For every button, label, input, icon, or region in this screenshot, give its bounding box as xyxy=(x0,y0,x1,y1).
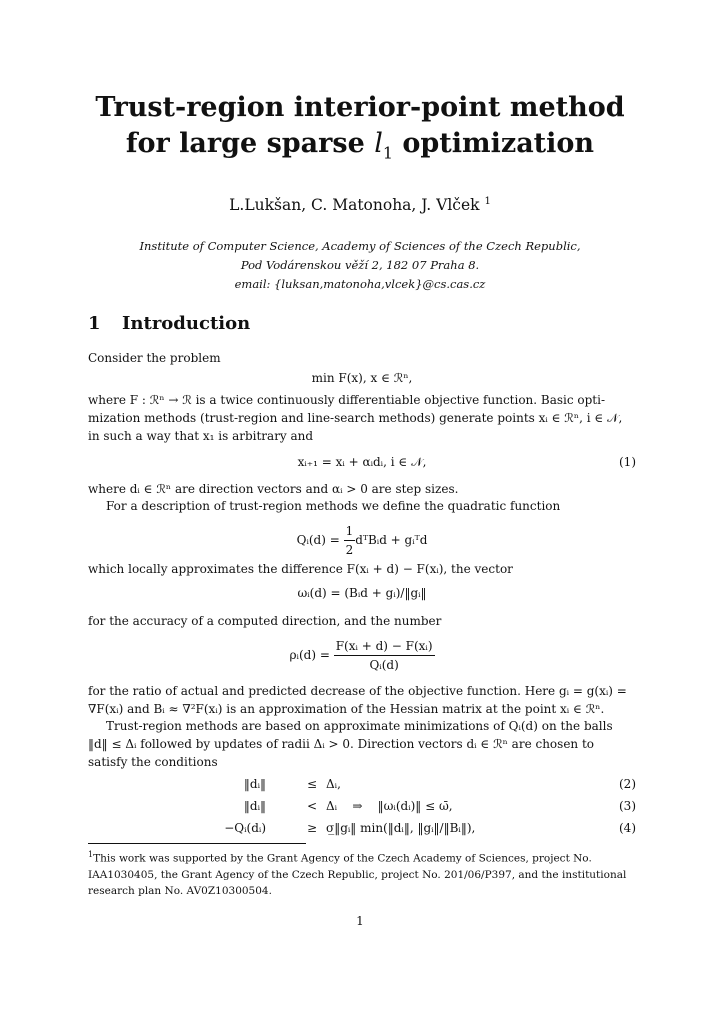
authors-names: L.Lukšan, C. Matonoha, J. Vlček xyxy=(229,196,480,215)
title-line-2-suffix: optimization xyxy=(393,128,595,159)
paragraph-8-line-2: ‖d‖ ≤ Δᵢ followed by updates of radii Δᵢ > 0. Direction vectors dᵢ ∈ ℛⁿ are chosen to xyxy=(88,737,595,751)
title-l1-var: l xyxy=(374,128,383,159)
paragraph-7 xyxy=(88,682,636,718)
paragraph-6: for the accuracy of a computed direction, and the number xyxy=(88,614,442,628)
condition-2-lhs: ‖dᵢ‖ xyxy=(243,777,266,791)
authors-footnote-mark: 1 xyxy=(484,196,491,207)
footnote-text: This work was supported by the Grant Agency of the Czech Academy of Sciences, project No. IAA1030405, the Grant Agency of the Czech Republic, project No. 201/06/P397, and the institutional research plan No. AV0Z10300504. xyxy=(88,852,627,897)
paper-title xyxy=(40,90,680,171)
affiliation xyxy=(40,237,680,294)
condition-4-rhs: σ̲‖gᵢ‖ min(‖dᵢ‖, ‖gᵢ‖/‖Bᵢ‖), xyxy=(326,821,476,835)
rho-fraction-num: F(xᵢ + d) − F(xᵢ) xyxy=(334,637,435,656)
paragraph-3: where dᵢ ∈ ℛⁿ are direction vectors and αᵢ > 0 are step sizes. xyxy=(88,482,459,496)
equation-omega: ωᵢ(d) = (Bᵢd + gᵢ)/‖gᵢ‖ xyxy=(297,586,427,600)
paragraph-7-line-2: ∇F(xᵢ) and Bᵢ ≈ ∇²F(xᵢ) is an approximation of the Hessian matrix at the point xᵢ ∈ ℛⁿ. xyxy=(88,702,605,716)
rho-lhs: ρᵢ(d) = xyxy=(289,648,334,662)
condition-3-lhs: ‖dᵢ‖ xyxy=(243,799,266,813)
equation-1-number: (1) xyxy=(619,455,636,469)
paragraph-2 xyxy=(88,391,636,445)
paragraph-2-line-3: in such a way that x₁ is arbitrary and xyxy=(88,429,314,443)
paragraph-8-line-1: Trust-region methods are based on approximate minimizations of Qᵢ(d) on the balls xyxy=(106,719,613,733)
equation-quadratic xyxy=(88,522,636,559)
paragraph-7-line-1: for the ratio of actual and predicted decrease of the objective function. Here gᵢ = g(xᵢ) = xyxy=(88,684,627,698)
footnote-mark: 1 xyxy=(88,850,94,859)
quadratic-fraction-den: 2 xyxy=(345,543,354,557)
section-heading xyxy=(88,313,250,334)
condition-4-rel: ≥ xyxy=(306,821,318,835)
condition-3-rel: < xyxy=(306,799,318,813)
title-line-2 xyxy=(40,126,680,171)
condition-3-number: (3) xyxy=(619,799,636,813)
rho-fraction-den: Qᵢ(d) xyxy=(369,658,399,672)
equation-1-body: xᵢ₊₁ = xᵢ + αᵢdᵢ, i ∈ 𝒩, xyxy=(297,455,427,469)
footnote-rule xyxy=(88,843,306,844)
condition-4-lhs: −Qᵢ(dᵢ) xyxy=(224,821,266,835)
condition-2-number: (2) xyxy=(619,777,636,791)
paragraph-1: Consider the problem xyxy=(88,351,221,365)
title-l1-sub: 1 xyxy=(382,143,394,163)
condition-2 xyxy=(88,777,636,797)
condition-4 xyxy=(88,821,636,841)
title-line-2-prefix: for large sparse xyxy=(125,128,375,159)
page-number: 1 xyxy=(356,914,364,928)
title-line-1: Trust-region interior-point method xyxy=(95,92,625,123)
condition-2-rel: ≤ xyxy=(306,777,318,791)
paragraph-4: For a description of trust-region methods we define the quadratic function xyxy=(106,499,561,513)
authors xyxy=(40,196,680,214)
quadratic-fraction-num: 1 xyxy=(344,522,356,541)
rho-fraction xyxy=(334,637,435,674)
section-number: 1 xyxy=(88,313,101,334)
quadratic-fraction xyxy=(344,522,356,559)
quadratic-lhs: Qᵢ(d) = xyxy=(296,533,344,547)
condition-4-number: (4) xyxy=(619,821,636,835)
paragraph-8-line-3: satisfy the conditions xyxy=(88,755,218,769)
affiliation-line-2: Pod Vodárenskou věží 2, 182 07 Praha 8. xyxy=(240,258,480,272)
footnote xyxy=(88,847,636,899)
equation-1 xyxy=(88,453,636,471)
paragraph-2-line-1: where F : ℛⁿ → ℛ is a twice continuously differentiable objective function. Basic opti- xyxy=(88,393,606,407)
paragraph-5: which locally approximates the difference F(xᵢ + d) − F(xᵢ), the vector xyxy=(88,562,513,576)
condition-2-rhs: Δᵢ, xyxy=(326,777,341,791)
affiliation-email: email: {luksan,matonoha,vlcek}@cs.cas.cz xyxy=(234,277,486,291)
condition-3-rhs: Δᵢ ⇒ ‖ωᵢ(dᵢ)‖ ≤ ω̄, xyxy=(326,799,453,813)
paragraph-2-line-2: mization methods (trust-region and line-search methods) generate points xᵢ ∈ ℛⁿ, i ∈ 𝒩, xyxy=(88,411,623,425)
condition-3 xyxy=(88,799,636,819)
equation-rho xyxy=(88,637,636,674)
quadratic-rhs: dᵀBᵢd + gᵢᵀd xyxy=(355,533,428,547)
section-title: Introduction xyxy=(122,313,251,334)
affiliation-line-1: Institute of Computer Science, Academy of Sciences of the Czech Republic, xyxy=(139,239,581,253)
paragraph-8 xyxy=(88,717,636,771)
equation-min: min F(x), x ∈ ℛⁿ, xyxy=(311,371,413,385)
